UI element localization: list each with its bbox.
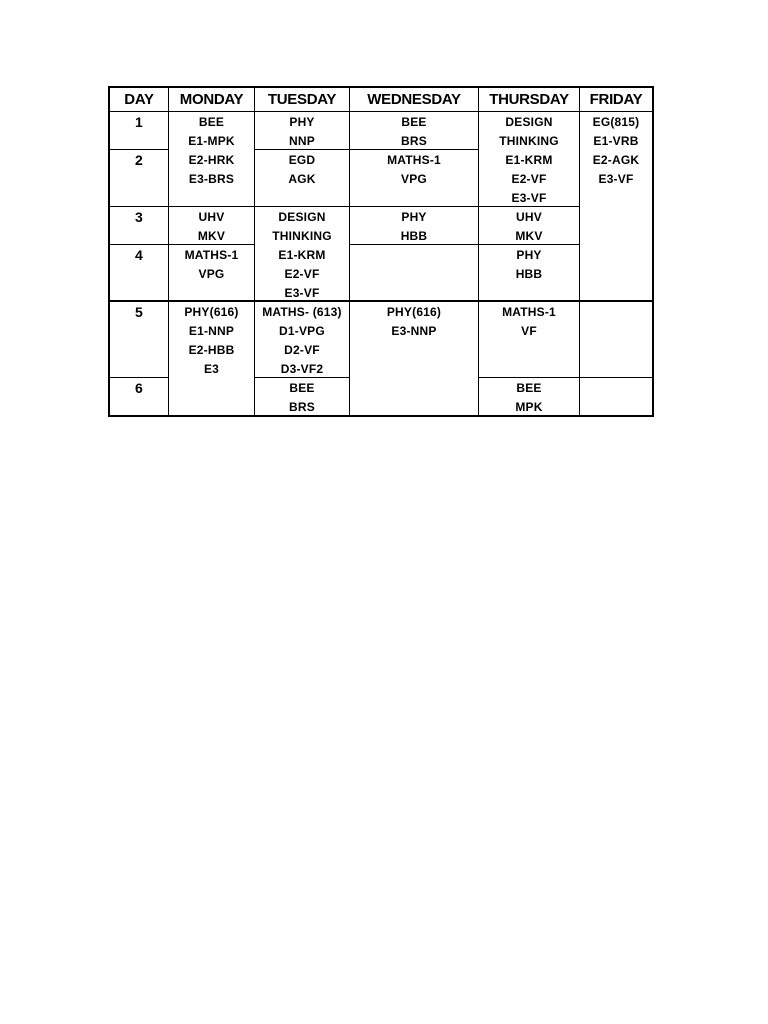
monday-period-4	[169, 245, 255, 302]
cell-line: NNP	[289, 134, 315, 148]
period-3: 3	[110, 207, 169, 245]
cell-line: BEE	[198, 115, 225, 129]
wednesday-period-1	[350, 112, 479, 150]
wednesday-period-2	[350, 150, 479, 207]
cell-line: PHY	[401, 210, 427, 224]
cell-line: PHY	[289, 115, 315, 129]
cell-line: THINKING	[272, 229, 332, 243]
wednesday-period-3	[350, 207, 479, 245]
header-tuesday: TUESDAY	[255, 88, 350, 112]
cell-line: HBB	[400, 229, 428, 243]
tuesday-period-3-4	[255, 207, 350, 302]
cell-line: PHY	[516, 248, 542, 262]
timetable	[108, 86, 654, 417]
cell-line: E3-VF	[598, 172, 634, 186]
period-1: 1	[110, 112, 169, 150]
cell-line: E1-VRB	[593, 134, 639, 148]
cell-line: UHV	[516, 210, 542, 224]
header-thursday: THURSDAY	[479, 88, 580, 112]
cell-line: EGD	[288, 153, 316, 167]
cell-line: DESIGN	[278, 210, 326, 224]
cell-line: D1-VPG	[279, 324, 325, 338]
header-day: DAY	[110, 88, 169, 112]
cell-line: PHY(616)	[386, 305, 442, 319]
cell-line: E2-AGK	[592, 153, 640, 167]
cell-line: D2-VF	[284, 343, 320, 357]
cell-line: AGK	[288, 172, 316, 186]
cell-line: BRS	[401, 134, 427, 148]
cell-line: VF	[521, 324, 537, 338]
monday-period-1-2	[169, 112, 255, 207]
wednesday-period-4	[350, 245, 479, 302]
friday-period-1-4	[580, 112, 652, 302]
cell-line: UHV	[198, 210, 225, 224]
tuesday-period-2	[255, 150, 350, 207]
cell-line: HBB	[515, 267, 543, 281]
cell-line: E3-NNP	[391, 324, 437, 338]
header-wednesday: WEDNESDAY	[350, 88, 479, 112]
cell-line: E1-KRM	[278, 248, 326, 262]
cell-line: DESIGN	[505, 115, 553, 129]
cell-line: EG(815)	[592, 115, 640, 129]
cell-line: MKV	[197, 229, 226, 243]
friday-period-6	[580, 378, 652, 415]
cell-line: BEE	[516, 381, 542, 395]
cell-line: E2-HRK	[188, 153, 235, 167]
thursday-period-1-2	[479, 112, 580, 207]
cell-line: BEE	[401, 115, 427, 129]
cell-line: E3-VF	[511, 191, 547, 205]
thursday-period-4	[479, 245, 580, 302]
cell-line: MKV	[515, 229, 543, 243]
cell-line: E3-BRS	[188, 172, 235, 186]
period-5: 5	[110, 302, 169, 378]
wednesday-period-5-6	[350, 302, 479, 415]
cell-line: MATHS- (613)	[262, 305, 342, 319]
cell-line: E1-MPK	[188, 134, 235, 148]
cell-line: E3	[203, 362, 220, 376]
thursday-period-5	[479, 302, 580, 378]
cell-line: MATHS-1	[184, 248, 239, 262]
cell-line: PHY(616)	[184, 305, 239, 319]
cell-line: E2-VF	[284, 267, 320, 281]
cell-line: MPK	[515, 400, 543, 414]
cell-line: E3-VF	[284, 286, 320, 300]
monday-period-3	[169, 207, 255, 245]
cell-line: THINKING	[499, 134, 559, 148]
thursday-period-3	[479, 207, 580, 245]
tuesday-period-1	[255, 112, 350, 150]
period-2: 2	[110, 150, 169, 207]
friday-period-5	[580, 302, 652, 378]
period-4: 4	[110, 245, 169, 302]
thursday-period-6	[479, 378, 580, 415]
tuesday-period-5	[255, 302, 350, 378]
period-6: 6	[110, 378, 169, 415]
cell-line: D3-VF2	[280, 362, 324, 376]
header-monday: MONDAY	[169, 88, 255, 112]
header-friday: FRIDAY	[580, 88, 652, 112]
cell-line: E2-HBB	[188, 343, 235, 357]
cell-line: BEE	[289, 381, 315, 395]
cell-line: VPG	[198, 267, 225, 281]
cell-line: BRS	[289, 400, 315, 414]
cell-line: MATHS-1	[387, 153, 441, 167]
cell-line: VPG	[401, 172, 427, 186]
monday-period-5-6	[169, 302, 255, 415]
cell-line: E1-KRM	[505, 153, 553, 167]
tuesday-period-6	[255, 378, 350, 415]
cell-line: MATHS-1	[502, 305, 556, 319]
cell-line: E2-VF	[511, 172, 547, 186]
cell-line: E1-NNP	[188, 324, 235, 338]
